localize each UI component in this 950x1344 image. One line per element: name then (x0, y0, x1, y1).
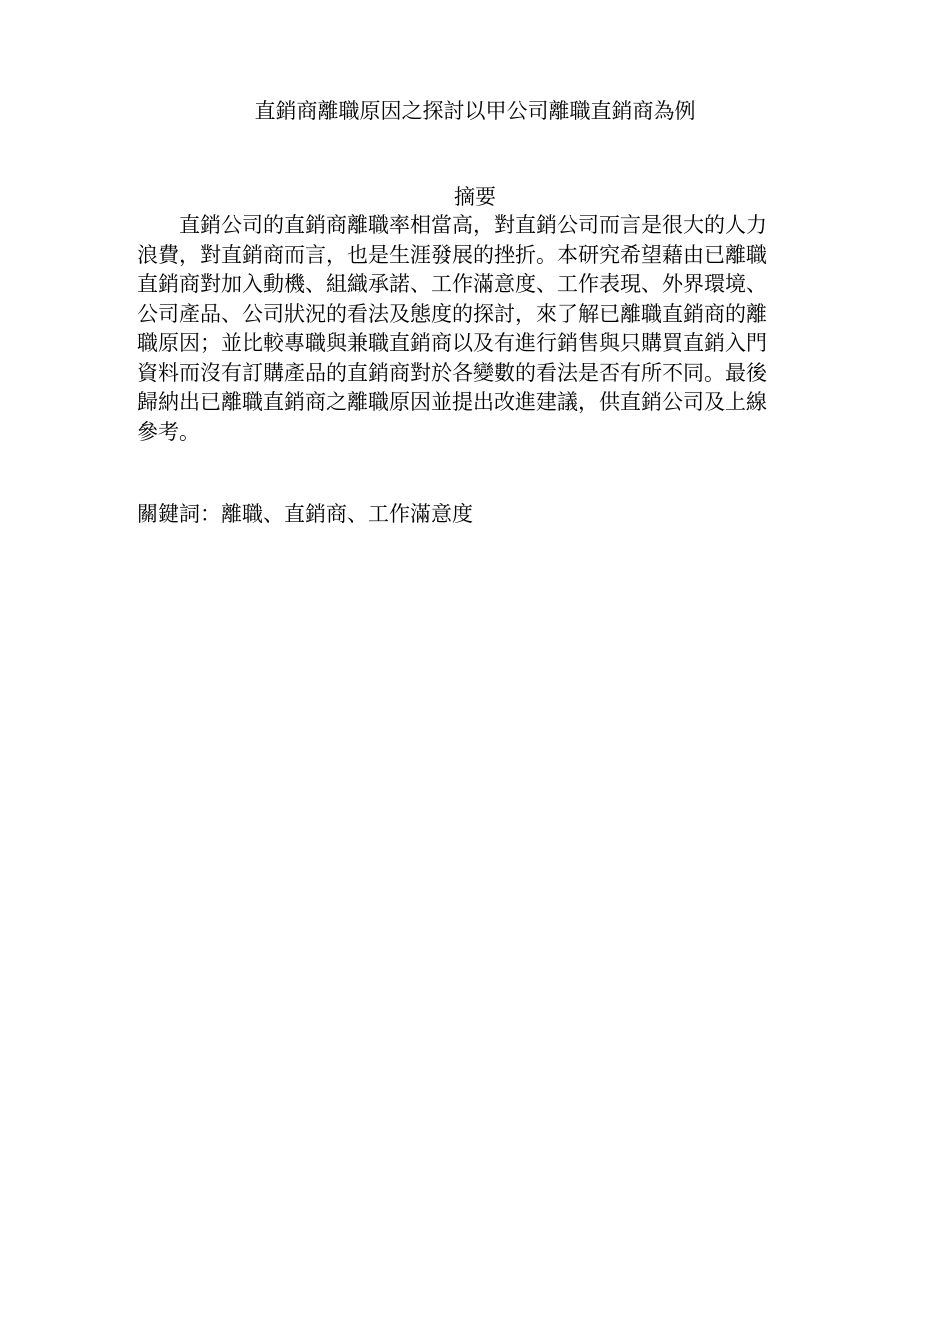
abstract-line: 直銷公司的直銷商離職率相當高，對直銷公司而言是很大的人力 (179, 213, 767, 237)
document-title: 直銷商離職原因之探討以甲公司離職直銷商為例 (254, 99, 696, 123)
abstract-heading: 摘要 (454, 185, 496, 209)
abstract-line: 參考。 (137, 419, 200, 444)
abstract-line: 直銷商對加入動機、組織承諾、工作滿意度、工作表現、外界環境、 (137, 272, 767, 296)
keywords-line: 關鍵詞：離職、直銷商、工作滿意度 (137, 502, 473, 526)
abstract-line: 歸納出已離職直銷商之離職原因並提出改進建議，供直銷公司及上線 (137, 390, 767, 414)
abstract-line: 浪費，對直銷商而言，也是生涯發展的挫折。本研究希望藉由已離職 (137, 242, 767, 267)
abstract-line: 職原因；並比較專職與兼職直銷商以及有進行銷售與只購買直銷入門 (137, 331, 767, 355)
abstract-line: 公司產品、公司狀況的看法及態度的探討，來了解已離職直銷商的離 (137, 301, 767, 326)
abstract-line: 資料而沒有訂購產品的直銷商對於各變數的看法是否有所不同。最後 (137, 360, 767, 385)
abstract-body (137, 211, 815, 447)
